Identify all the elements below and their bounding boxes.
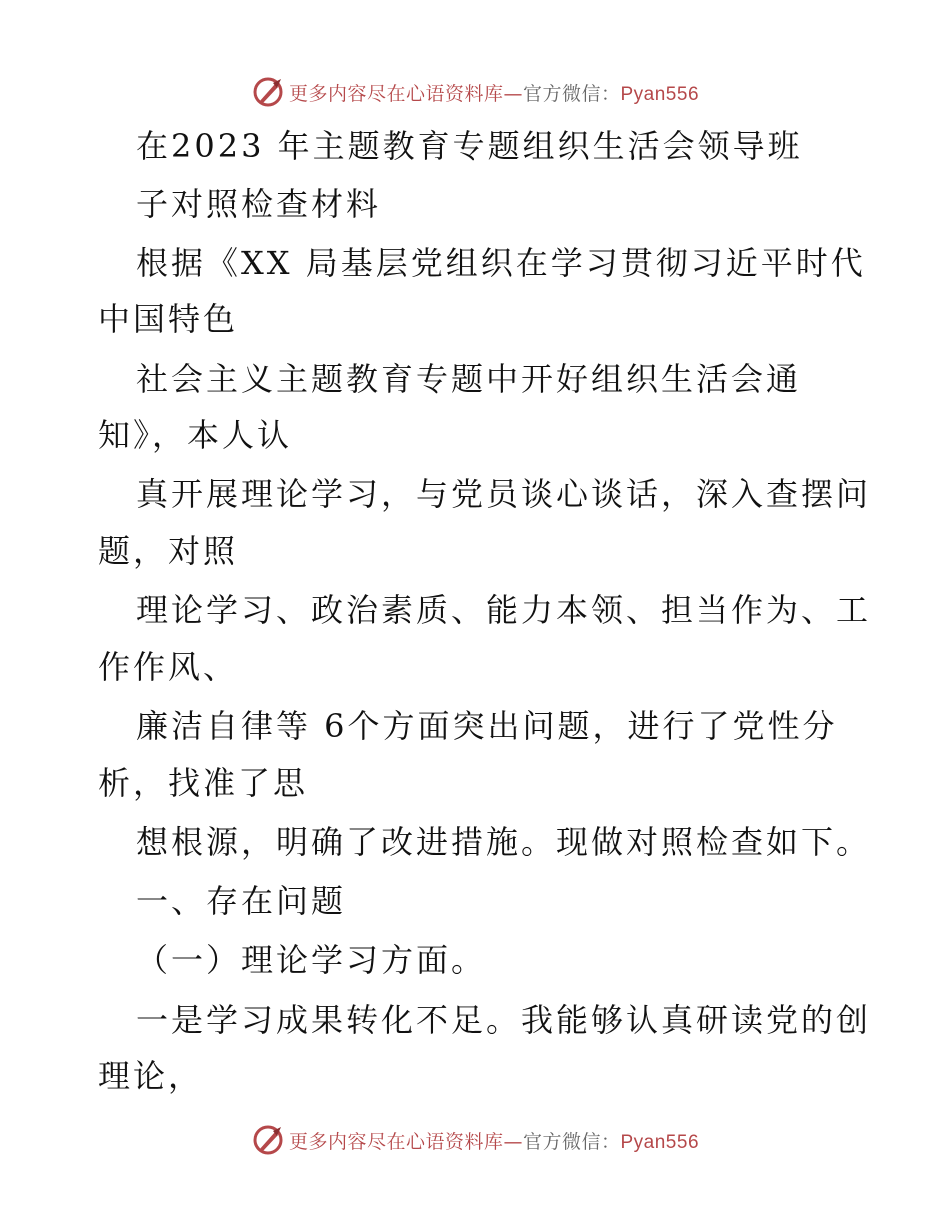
footer-banner	[0, 1120, 950, 1160]
paragraph-line: 一是学习成果转化不足。我能够认真研读党的创	[136, 1001, 872, 1039]
title-line-2: 子对照检查材料	[136, 185, 382, 223]
paragraph-line: 想根源，明确了改进措施。现做对照检查如下。	[136, 823, 872, 861]
banner-text	[289, 1127, 699, 1154]
banner-separator: —	[503, 82, 523, 105]
banner-wechat-id: Pyan556	[620, 83, 700, 105]
paragraph-line: 根据《XX 局基层党组织在学习贯彻习近平时代	[136, 244, 866, 282]
title-line-1: 在2023 年主题教育专题组织生活会领导班	[136, 127, 803, 165]
banner-separator: —	[503, 1130, 523, 1153]
paragraph-line: 理论，	[98, 1057, 204, 1095]
subsection-heading: （一）理论学习方面。	[136, 941, 487, 979]
banner-wechat-label: 官方微信：	[522, 1130, 621, 1153]
banner-main-text: 更多内容尽在心语资料库	[288, 82, 504, 105]
paragraph-line: 真开展理论学习，与党员谈心谈话，深入查摆问	[136, 475, 872, 513]
paragraph-line: 知》，本人认	[98, 416, 293, 454]
paragraph-line: 社会主义主题教育专题中开好组织生活会通	[136, 360, 802, 398]
paragraph-line: 作作风、	[98, 648, 239, 686]
section-heading: 一、存在问题	[136, 882, 347, 920]
paragraph-line: 理论学习、政治素质、能力本领、担当作为、工	[136, 591, 872, 629]
paragraph-line: 题，对照	[98, 532, 239, 570]
banner-main-text: 更多内容尽在心语资料库	[288, 1130, 504, 1153]
paragraph-line: 廉洁自律等 6个方面突出问题，进行了党性分	[136, 707, 838, 745]
banner-wechat-id: Pyan556	[620, 1131, 700, 1153]
quill-pen-logo-icon	[251, 1123, 285, 1157]
banner-wechat-label: 官方微信：	[522, 82, 621, 105]
paragraph-line: 析，找准了思	[98, 764, 309, 802]
paragraph-line: 中国特色	[98, 300, 239, 338]
